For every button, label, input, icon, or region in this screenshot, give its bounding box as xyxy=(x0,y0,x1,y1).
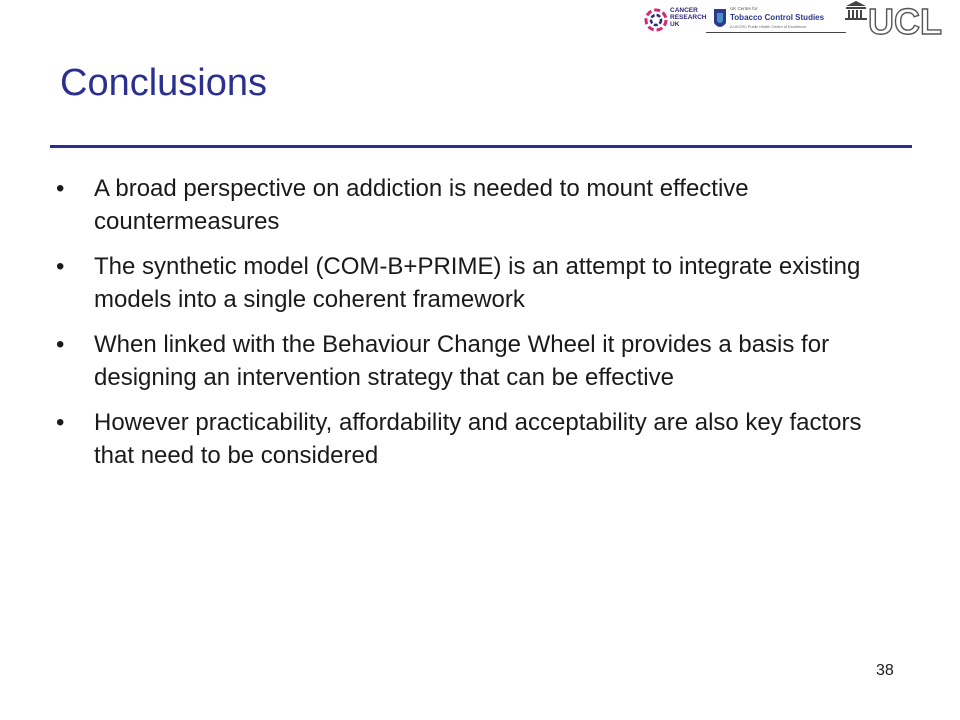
tcs-shield-icon xyxy=(712,7,728,33)
bullet-text: A broad perspective on addiction is needed to mount effective countermeasures xyxy=(94,175,749,235)
bullet-icon: • xyxy=(56,409,65,436)
ucl-logo-text: UCL xyxy=(868,1,942,42)
ucl-underline xyxy=(706,32,846,33)
tcs-main-text: Tobacco Control Studies xyxy=(730,13,825,22)
ucl-portico-icon xyxy=(845,1,867,20)
bullet-icon: • xyxy=(56,253,65,280)
cruk-line-2: RESEARCH xyxy=(670,14,707,21)
cruk-line-1: CANCER xyxy=(670,7,698,14)
tcs-small-text: UK Centre for xyxy=(730,6,758,11)
bullet-text: The synthetic model (COM-B+PRIME) is an attempt to integrate existing models into a single coherent framework xyxy=(94,253,861,313)
slide-number: 38 xyxy=(876,662,894,679)
bullet-icon: • xyxy=(56,331,65,358)
tcs-sub-text: A UKCRC Public Health Centre of Excellence xyxy=(730,25,807,29)
cancer-research-uk-logo xyxy=(644,4,708,36)
list-item xyxy=(56,328,906,394)
logo-bar xyxy=(620,0,960,44)
bullet-icon: • xyxy=(56,175,65,202)
list-item xyxy=(56,250,906,316)
bullet-list xyxy=(56,172,906,484)
bullet-text: However practicability, affordability and acceptability are also key factors that need to be considered xyxy=(94,409,862,469)
cruk-logo-icon xyxy=(644,6,668,34)
title-divider xyxy=(50,145,912,148)
cruk-logo-text xyxy=(670,7,706,28)
list-item xyxy=(56,406,906,472)
ucl-logo xyxy=(840,0,960,44)
bullet-text: When linked with the Behaviour Change Wheel it provides a basis for designing an intervention strategy that can be effective xyxy=(94,331,830,391)
page-title: Conclusions xyxy=(60,62,267,104)
cruk-line-3: UK xyxy=(670,21,680,28)
list-item xyxy=(56,172,906,238)
